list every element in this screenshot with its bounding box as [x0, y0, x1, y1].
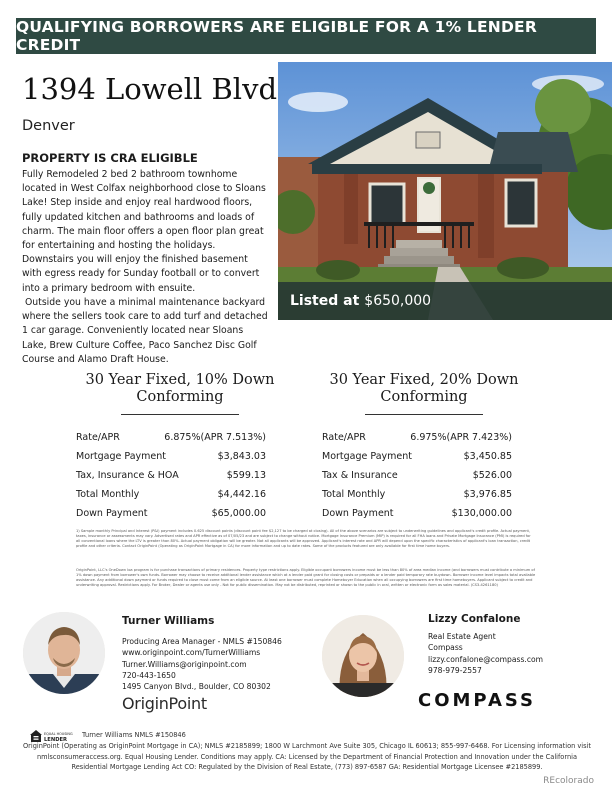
table-row	[76, 428, 266, 447]
compass-logo: COMPASS	[418, 690, 537, 711]
lender-website[interactable]: www.originpoint.com/TurnerWilliams	[122, 648, 261, 658]
cra-eligible-heading: PROPERTY IS CRA ELIGIBLE	[22, 151, 198, 165]
property-description-outdoor: Outside you have a minimal maintenance backyard where the sellers took care to add turf and detached 1 car garage. Conveniently located near Sloans Lake, Brew Culture Coffee, Paco Sanchez Disc Golf Course and Alamo Draft House.	[22, 297, 271, 365]
row-value: $3,843.03	[217, 451, 266, 462]
row-label: Total Monthly	[76, 489, 140, 500]
svg-text:EQUAL HOUSING: EQUAL HOUSING	[44, 732, 73, 736]
row-label: Mortgage Payment	[322, 451, 412, 462]
row-value: $65,000.00	[211, 508, 266, 519]
fine-print-program: OriginPoint, LLC's OneDown loa program is for purchase transactions of primary residences. Property type restrictions apply. Eligible occupant borrowers income must be less than 80% of area median income (and borrowers must contribute a minimum of 1% down payment from borrower's own funds. Borrower may choose to receive additional lender assistance which at a lender paid grant for closing costs or prepaids or a lender paid temporary rate buydown. Borrower income level impacts total available assistance. Any additional down payment or funds required to close must come from an eligible source. At least one borrower must complete Homebuyer Education when all occupying borrowers are first time homebuyers. Applicant subject to credit and underwriting approval. Restrictions apply. For Broker, Dealer or agents use only - Not for public dissemination. May not be distributed, reprinted or shown to the public in oral, written or electronic form as sales material. (CS3-4261180)	[76, 568, 536, 587]
realtor-details	[428, 631, 543, 676]
loan-table-10-down	[76, 428, 266, 523]
row-label: Tax, Insurance & HOA	[76, 470, 179, 481]
lender-title: Producing Area Manager - NMLS #150846	[122, 637, 282, 646]
table-row	[322, 485, 512, 504]
table-row	[322, 466, 512, 485]
recolorado-watermark: REcolorado	[543, 776, 594, 786]
table-row	[76, 504, 266, 523]
property-address: 1394 Lowell Blvd	[22, 72, 278, 106]
table-row	[76, 447, 266, 466]
listed-price: $650,000	[364, 293, 432, 309]
title-divider	[121, 414, 239, 415]
banner-text: QUALIFYING BORROWERS ARE ELIGIBLE FOR A 1% LENDER CREDIT	[16, 18, 537, 54]
loan-title: 30 Year Fixed, 10% Down Conforming	[85, 372, 275, 405]
property-city: Denver	[22, 118, 75, 134]
loan-title: 30 Year Fixed, 20% Down Conforming	[329, 372, 519, 405]
row-label: Tax & Insurance	[322, 470, 398, 481]
listed-price-bar	[278, 282, 612, 320]
lender-name: Turner Williams	[122, 615, 215, 627]
row-value: $599.13	[226, 470, 266, 481]
table-row	[76, 466, 266, 485]
row-value: 6.875%(APR 7.513%)	[164, 432, 266, 443]
row-value: 6.975%(APR 7.423%)	[410, 432, 512, 443]
footer-loan-officer: Turner Williams NMLS #150846	[82, 731, 186, 739]
row-label: Mortgage Payment	[76, 451, 166, 462]
realtor-phone[interactable]: 978-979-2557	[428, 665, 482, 675]
fine-print-rates: 1) Sample monthly Principal and Interest (P&I) payment includes 0.625 discount points (discount point fee $2,127 to be charged at closing). All of the above scenarios are subject to underwriting guidelines and applicant's credit profile. Actual payment, taxes, insurance or assessments may vary. Advertised rates and APR effective as of 07/05/23 and are subject to change without notice. Mortgage Insurance Premium (MIP) is required for all FHA loans and Private Mortgage Insurance (PMI) is required for all conventional loans where the LTV is greater than 80%. Actual payment obligation will be greater. Not all applicants will be approved. Applicant's interest rate and APR will depend upon the specific characteristics of applicant's loan transaction, credit profile and other criteria. Contact OriginPoint (Operating as OriginPoint Mortgage in CA) for more information and up to date rates. Some of the products featured are only available for first time home buyers.	[76, 529, 531, 548]
table-row	[322, 447, 512, 466]
row-label: Down Payment	[322, 508, 394, 519]
title-divider	[365, 414, 483, 415]
loan-table-20-down	[322, 428, 512, 523]
row-label: Rate/APR	[322, 432, 366, 443]
lender-avatar	[23, 612, 105, 694]
row-label: Down Payment	[76, 508, 148, 519]
originpoint-logo: OriginPoint	[122, 694, 207, 713]
row-value: $3,976.85	[463, 489, 512, 500]
realtor-email[interactable]: lizzy.confalone@compass.com	[428, 654, 544, 664]
realtor-company: Compass	[428, 643, 463, 653]
row-value: $4,442.16	[217, 489, 266, 500]
listed-label: Listed at	[290, 293, 360, 309]
row-label: Rate/APR	[76, 432, 120, 443]
row-value: $526.00	[472, 470, 512, 481]
table-row	[322, 504, 512, 523]
lender-phone[interactable]: 720-443-1650	[122, 670, 176, 680]
lender-email[interactable]: Turner.Williams@originpoint.com	[122, 659, 247, 669]
lender-details	[122, 636, 282, 692]
loan-scenario-20-down	[314, 372, 534, 415]
realtor-avatar	[322, 615, 404, 697]
realtor-title: Real Estate Agent	[428, 632, 496, 641]
row-value: $130,000.00	[451, 508, 512, 519]
loan-scenario-10-down	[70, 372, 290, 415]
lender-address: 1495 Canyon Blvd., Boulder, CO 80302	[122, 682, 271, 692]
table-row	[322, 428, 512, 447]
property-description: Fully Remodeled 2 bed 2 bathroom townhome located in West Colfax neighborhood close to Sloans Lake! Step inside and enjoy real hardwood floors, fully updated kitchen and bathrooms and loads of charm. The main floor offers a open floor plan great for entertaining and hosting the holidays. Downstairs you will enjoy the finished basement with egress ready for Sunday football or to convert into a primary bedroom with ensuite.	[22, 169, 266, 294]
svg-text:LENDER: LENDER	[44, 737, 68, 743]
row-label: Total Monthly	[322, 489, 386, 500]
table-row	[76, 485, 266, 504]
licensing-disclaimer: OriginPoint (Operating as OriginPoint Mortgage in CA); NMLS #2185899; 1800 W Larchmont Ave Suite 305, Chicago IL 60613; 855-997-6468. For Licensing information visit nmlsconsumeraccess.org. Equal Housing Lender. Conditions may apply. CA: Licensed by the Department of Financial Protection and Innovation under the California Residential Mortgage Lending Act CO: Regulated by the Division of Real Estate, (773) 897-6587 GA: Residential Mortgage Licensee #2185899.	[22, 742, 591, 771]
lender-credit-banner	[16, 18, 596, 54]
row-value: $3,450.85	[463, 451, 512, 462]
realtor-name: Lizzy Confalone	[428, 613, 521, 625]
